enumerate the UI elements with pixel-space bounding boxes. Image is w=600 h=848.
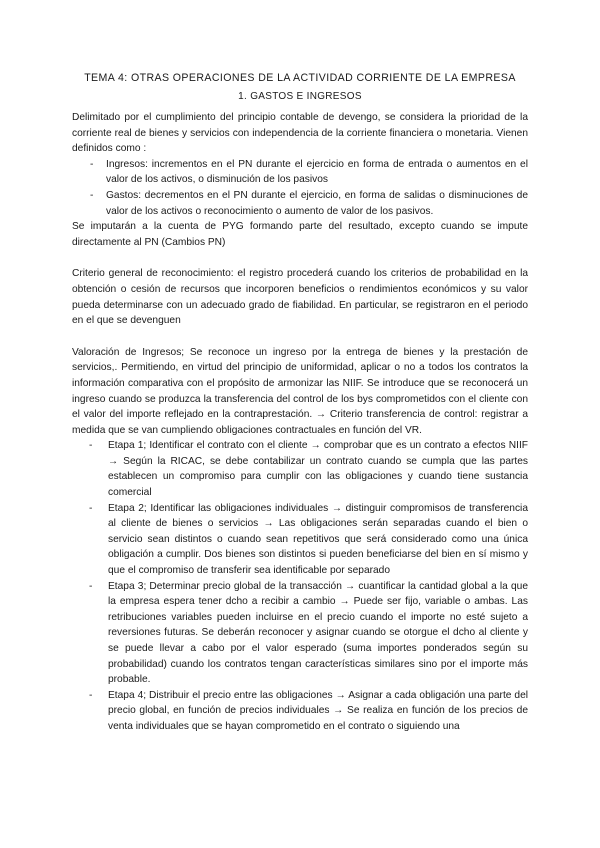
pn-definition-list	[72, 157, 528, 219]
list-item-gastos: - Gastos: decrementos en el PN durante el ejercicio, en forma de salidas o disminuciones de valor de los activos o reconocimiento o aumento de valor de los pasivos.	[72, 188, 528, 219]
imputation-paragraph: Se imputarán a la cuenta de PYG formando parte del resultado, excepto cuando se impute directamente al PN (Cambios PN)	[72, 221, 528, 248]
etapas-list	[72, 438, 528, 734]
paragraph-spacer	[72, 250, 528, 266]
list-item-etapa-2: - Etapa 2; Identificar las obligaciones individuales → distinguir compromisos de transferencia al cliente de bienes o servicios → Las obligaciones serán separadas cuando el bien o servicio sean distintos o cuando sean repetitivos que será considerado como una única obligación a cumplir. Dos bienes son distintos si pueden beneficiarse del bien en sí mismo y que el compromiso de transferir sea identificable por separado	[72, 501, 528, 579]
valoracion-paragraph: Valoración de Ingresos; Se reconoce un ingreso por la entrega de bienes y la prestación de servicios,. Permitiendo, en virtud del principio de uniformidad, aplicar o no a todos los contratos la información comparativa con el propósito de armonizar las NIIF. Se introduce que se reconocerá un ingreso cuando se produzca la transferencia del control de los bys comprometidos con el cliente con el valor del importe reflejado en la contraprestación. → Criterio transferencia de control: registrar a medida que se van cumpliendo obligaciones contractuales en función del VR.	[72, 346, 528, 436]
section-heading: 1. GASTOS E INGRESOS	[238, 91, 362, 102]
paragraph-spacer	[72, 329, 528, 345]
list-item-etapa-1: - Etapa 1; Identificar el contrato con el cliente → comprobar que es un contrato a efectos NIIF → Según la RICAC, se debe contabilizar un contrato cuando se cumpla que las partes establecen un compromiso para cumplir con las obligaciones y cuando tiene sustancia comercial	[72, 438, 528, 500]
list-item-etapa-4: - Etapa 4; Distribuir el precio entre las obligaciones → Asignar a cada obligación una parte del precio global, en función de precios individuales → Se realiza en función de los precios de venta individuales que se hayan comprometido en el contrato o siguiendo una	[72, 688, 528, 735]
list-item-etapa-3: - Etapa 3; Determinar precio global de la transacción → cuantificar la cantidad global a la que la empresa espera tener dcho a recibir a cambio → Puede ser fijo, variable o ambas. Las retribuciones variables pueden incluirse en el precio cuando el importe no esté sujeto a reversiones futuras. Se deberán reconocer y asignar cuando se otorgue el dcho al cliente y se puede llevar a cabo por el valor esperado (suma importes ponderados según su probabilidad) cuando los contratos tengan características similares sino por el importe más probable.	[72, 579, 528, 688]
intro-paragraph: Delimitado por el cumplimiento del principio contable de devengo, se considera la prioridad de la corriente real de bienes y servicios con independencia de la corriente financiera o monetaria. Vienen definidos como :	[72, 112, 528, 155]
page-title: TEMA 4: OTRAS OPERACIONES DE LA ACTIVIDAD CORRIENTE DE LA EMPRESA	[84, 72, 516, 84]
document-body	[72, 110, 528, 735]
criterio-paragraph: Criterio general de reconocimiento: el registro procederá cuando los criterios de probabilidad en la obtención o cesión de recursos que incorporen beneficios o rendimientos económicos y su valor pueda determinarse con un adecuado grado de fiabilidad. En particular, se registraron en el periodo en el que se devenguen	[72, 268, 528, 327]
list-item-ingresos: - Ingresos: incrementos en el PN durante el ejercicio en forma de entrada o aumentos en el valor de los activos, o disminución de los pasivos	[72, 157, 528, 188]
